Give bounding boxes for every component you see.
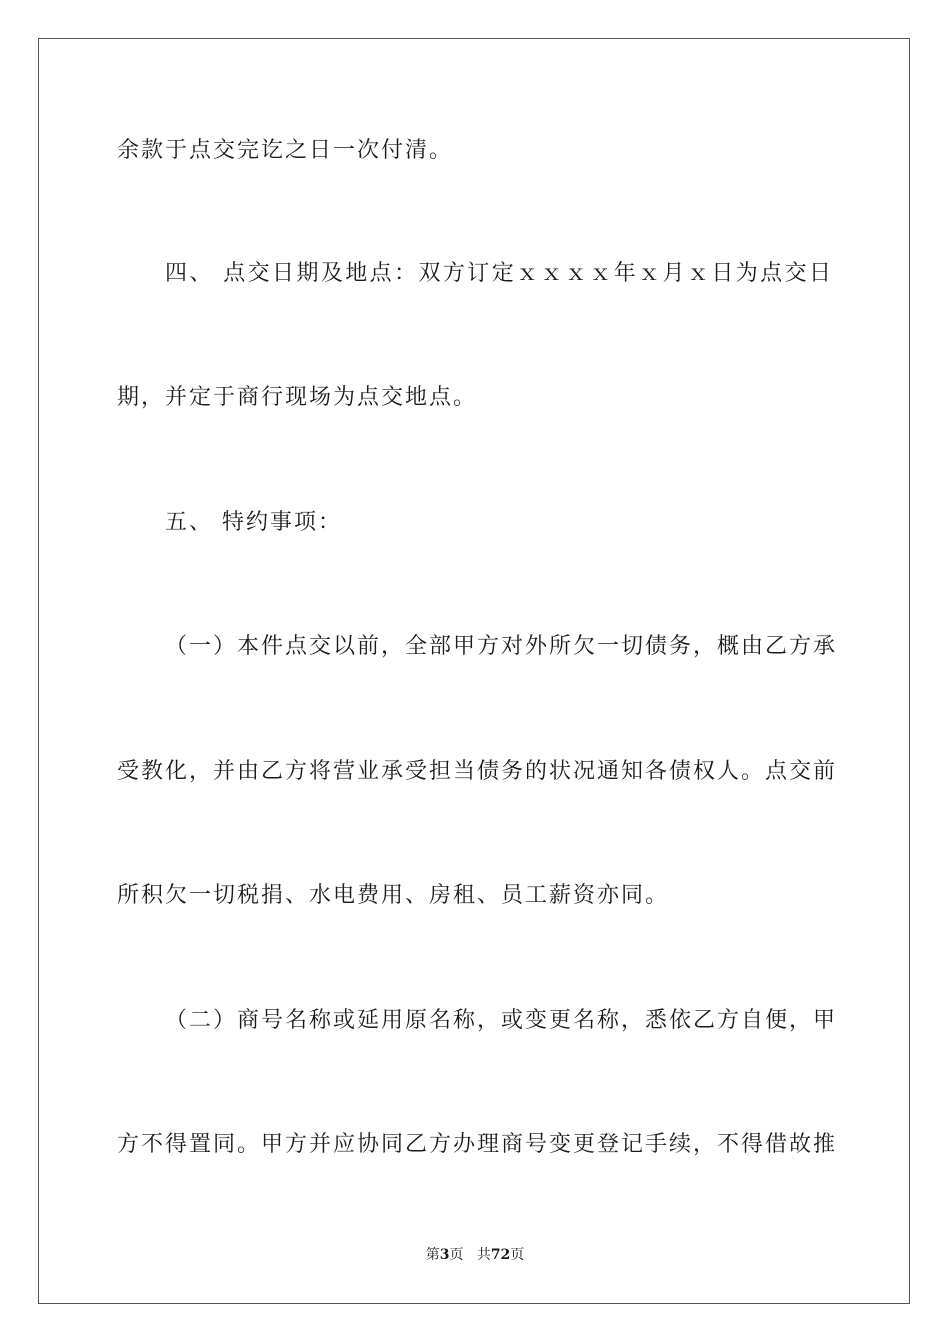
text-line-5: （一）本件点交以前，全部甲方对外所欠一切债务，概由乙方承 xyxy=(165,634,838,659)
text-line-7: 所积欠一切税捐、水电费用、房租、员工薪资亦同。 xyxy=(117,883,670,908)
text-line-4: 五、 特约事项： xyxy=(165,510,342,535)
text-line-1: 余款于点交完讫之日一次付清。 xyxy=(117,138,454,163)
footer-total-suffix: 页 xyxy=(510,1247,525,1263)
footer-page-number: 3 xyxy=(439,1247,450,1263)
text-line-8: （二）商号名称或延用原名称，或变更名称，悉依乙方自便，甲 xyxy=(165,1008,838,1033)
footer-total-prefix: 共 xyxy=(476,1247,491,1263)
footer-page-prefix: 第 xyxy=(425,1247,440,1263)
text-line-6: 受教化，并由乙方将营业承受担当债务的状况通知各债权人。点交前 xyxy=(117,759,838,784)
footer-total-pages: 72 xyxy=(490,1247,511,1263)
text-line-2: 四、 点交日期及地点：双方订定ｘｘｘｘ年ｘ月ｘ日为点交日 xyxy=(165,261,833,286)
text-line-3: 期，并定于商行现场为点交地点。 xyxy=(117,385,478,410)
page-frame xyxy=(38,38,910,1304)
text-line-9: 方不得置同。甲方并应协同乙方办理商号变更登记手续，不得借故推 xyxy=(117,1132,838,1157)
page-footer xyxy=(0,1245,950,1265)
footer-page-suffix: 页 xyxy=(449,1247,464,1263)
